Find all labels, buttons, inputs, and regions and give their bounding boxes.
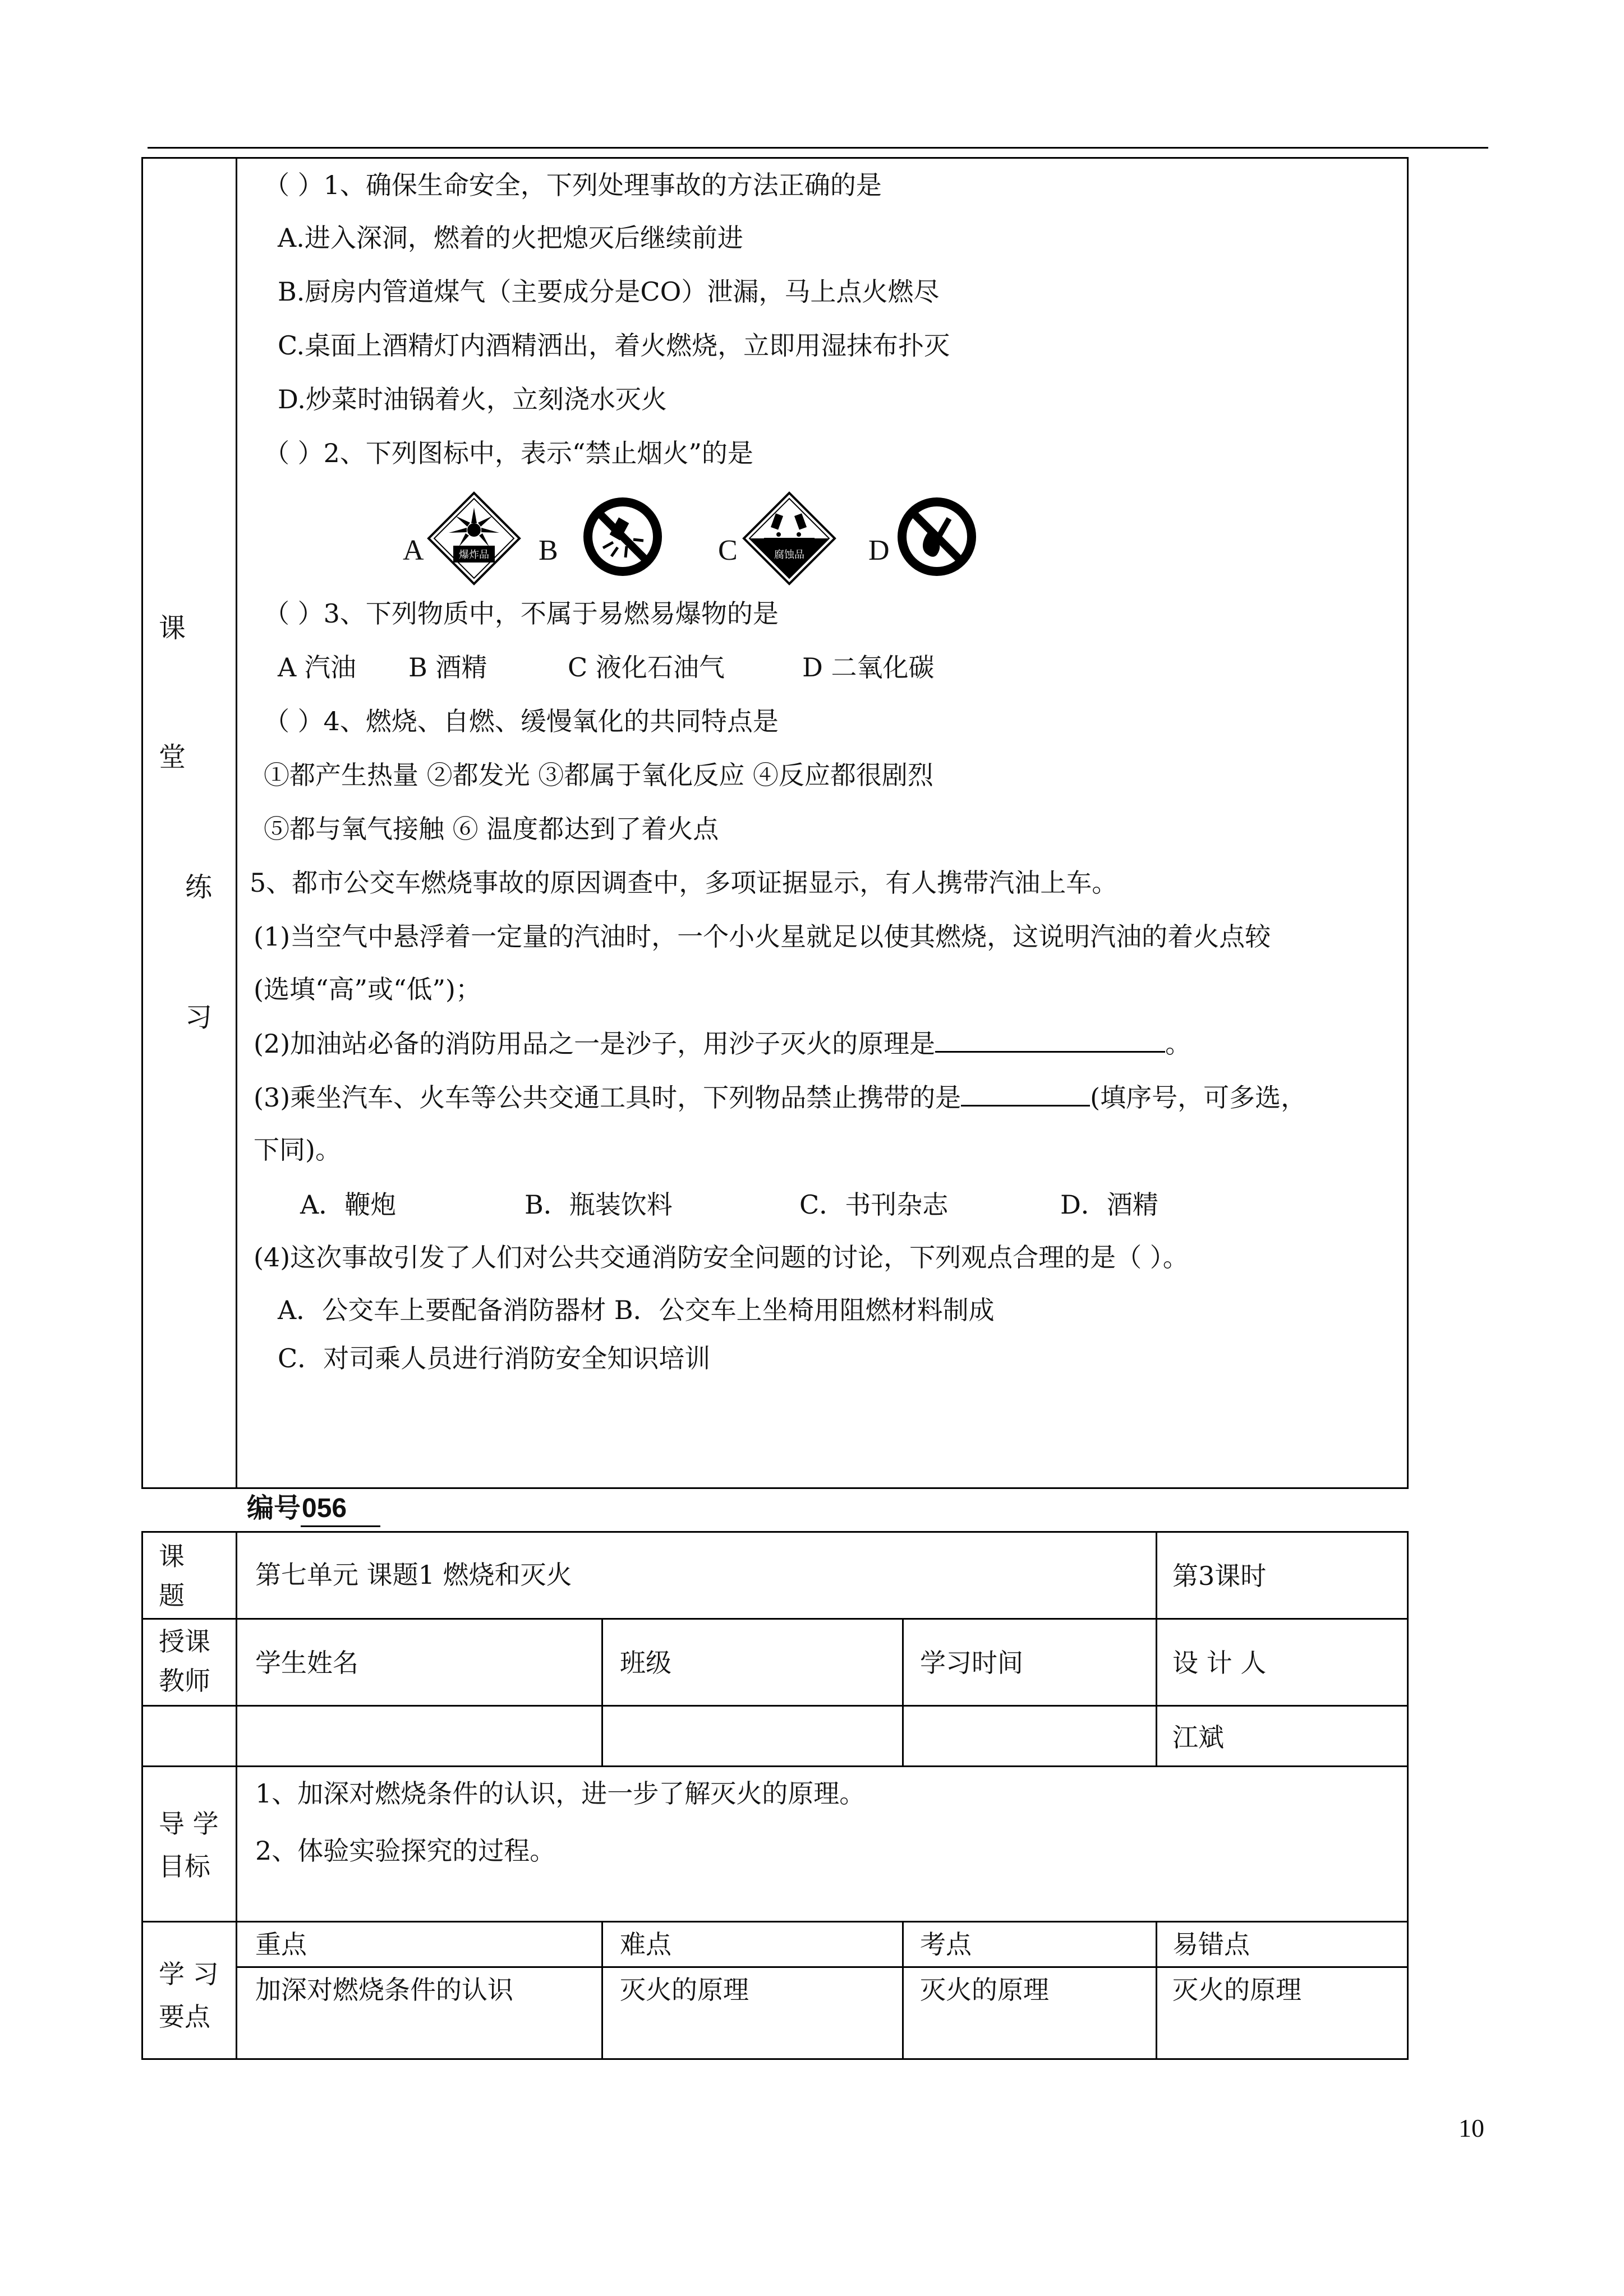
goal-1: 1、加深对燃烧条件的认识，进一步了解灭火的原理。 bbox=[255, 1778, 866, 1809]
explosive-sign-icon bbox=[426, 491, 522, 586]
explosive-sign-text: 爆炸品 bbox=[459, 549, 489, 561]
q2-letter-a: A bbox=[403, 534, 424, 566]
goals-label-2: 目标 bbox=[159, 1851, 210, 1882]
points-label-2: 要点 bbox=[159, 2002, 210, 2032]
teacher-label-1: 授课 bbox=[159, 1626, 210, 1657]
q5-part2 bbox=[254, 1026, 1191, 1061]
practice-side-label-2: 堂 bbox=[159, 741, 186, 773]
q5-part3-option-c: C．书刊杂志 bbox=[799, 1190, 949, 1220]
teacher-label-2: 教师 bbox=[159, 1666, 210, 1696]
topic-label-2: 题 bbox=[159, 1580, 185, 1611]
points-header-key: 重点 bbox=[255, 1929, 307, 1960]
q3-option-d: D 二氧化碳 bbox=[802, 652, 935, 683]
q4-features-line1: ①都产生热量 ②都发光 ③都属于氧化反应 ④反应都很剧烈 bbox=[264, 760, 933, 790]
points-value-difficult: 灭火的原理 bbox=[620, 1975, 749, 2005]
points-header-difficult: 难点 bbox=[620, 1929, 671, 1960]
q1-option-a: A.进入深洞，燃着的火把熄灭后继续前进 bbox=[278, 223, 743, 253]
points-value-error-prone: 灭火的原理 bbox=[1172, 1975, 1301, 2005]
points-value-exam: 灭火的原理 bbox=[920, 1975, 1049, 2005]
points-header-error-prone: 易错点 bbox=[1172, 1929, 1250, 1960]
no-fire-sign-icon bbox=[895, 495, 979, 579]
q5-part1-line1: (1)当空气中悬浮着一定量的汽油时，一个小火星就足以使其燃烧，这说明汽油的着火点较 bbox=[254, 921, 1271, 952]
q5-part2-end: 。 bbox=[1165, 1029, 1191, 1059]
practice-side-label-1: 课 bbox=[159, 612, 186, 644]
q1-option-c: C.桌面上酒精灯内酒精洒出，着火燃烧，立即用湿抹布扑灭 bbox=[278, 330, 950, 361]
lesson-topic: 第七单元 课题1 燃烧和灭火 bbox=[255, 1560, 572, 1590]
serial-label: 编号 bbox=[247, 1493, 301, 1523]
top-rule bbox=[148, 147, 1488, 149]
study-time-label: 学习时间 bbox=[920, 1648, 1023, 1678]
q1-option-d: D.炒菜时油锅着火，立刻浇水灭火 bbox=[278, 384, 667, 414]
q5-stem: 5、都市公交车燃烧事故的原因调查中，多项证据显示，有人携带汽油上车。 bbox=[250, 868, 1118, 898]
q5-part3-note: (填序号，可多选， bbox=[1090, 1082, 1307, 1113]
page-number: 10 bbox=[1459, 2114, 1484, 2142]
q5-part4: (4)这次事故引发了人们对公共交通消防安全问题的讨论，下列观点合理的是（ ）。 bbox=[254, 1242, 1189, 1273]
goal-2: 2、体验实验探究的过程。 bbox=[255, 1836, 556, 1866]
student-name-label: 学生姓名 bbox=[255, 1648, 358, 1678]
class-label: 班级 bbox=[620, 1648, 671, 1678]
q5-part2-answer-blank[interactable] bbox=[935, 1026, 1165, 1053]
q2-letter-c: C bbox=[718, 534, 738, 566]
designer-label: 设 计 人 bbox=[1172, 1648, 1267, 1678]
points-value-key: 加深对燃烧条件的认识 bbox=[255, 1975, 513, 2005]
q5-part3-option-b: B．瓶装饮料 bbox=[525, 1190, 673, 1220]
q5-part3-option-a: A．鞭炮 bbox=[300, 1190, 397, 1220]
q5-part4-options-ab: A．公交车上要配备消防器材 B．公交车上坐椅用阻燃材料制成 bbox=[278, 1295, 995, 1325]
q5-part3-option-d: D．酒精 bbox=[1060, 1190, 1158, 1220]
q5-part3-text: (3)乘坐汽车、火车等公共交通工具时，下列物品禁止携带的是 bbox=[254, 1082, 961, 1113]
q4-stem: （ ）4、燃烧、自燃、缓慢氧化的共同特点是 bbox=[264, 706, 779, 736]
topic-label-1: 课 bbox=[159, 1541, 185, 1571]
q3-option-b: B 酒精 bbox=[408, 652, 487, 683]
points-label-1: 学 习 bbox=[159, 1959, 219, 1989]
q3-stem: （ ）3、下列物质中，不属于易燃易爆物的是 bbox=[264, 598, 779, 629]
q2-letter-b: B bbox=[539, 534, 558, 566]
lesson-period: 第3课时 bbox=[1172, 1561, 1267, 1591]
corrosive-sign-text: 腐蚀品 bbox=[774, 549, 804, 561]
goals-label-1: 导 学 bbox=[159, 1809, 219, 1839]
q2-stem: （ ）2、下列图标中，表示“禁止烟火”的是 bbox=[264, 438, 753, 468]
q4-features-line2: ⑤都与氧气接触 ⑥ 温度都达到了着火点 bbox=[264, 814, 719, 844]
q1-stem: （ ）1、确保生命安全，下列处理事故的方法正确的是 bbox=[264, 170, 882, 200]
points-header-exam: 考点 bbox=[920, 1929, 972, 1960]
q5-part3-answer-blank[interactable] bbox=[961, 1080, 1090, 1106]
q2-letter-d: D bbox=[868, 534, 890, 566]
q3-option-c: C 液化石油气 bbox=[568, 652, 725, 683]
designer-name: 江斌 bbox=[1172, 1722, 1224, 1753]
serial-number bbox=[247, 1492, 380, 1527]
q5-part3 bbox=[254, 1080, 1306, 1114]
serial-value: 056 bbox=[301, 1492, 380, 1527]
no-fireworks-sign-icon bbox=[581, 495, 665, 579]
q5-part4-option-c: C．对司乘人员进行消防安全知识培训 bbox=[278, 1343, 711, 1373]
q3-option-a: A 汽油 bbox=[278, 652, 356, 683]
practice-side-label-4: 习 bbox=[185, 1002, 213, 1033]
q5-part1-line2: (选填“高”或“低”)； bbox=[254, 974, 481, 1004]
corrosive-sign-icon bbox=[742, 491, 837, 586]
practice-side-label-3: 练 bbox=[185, 872, 213, 903]
q5-part3-line2: 下同)。 bbox=[254, 1135, 341, 1165]
q1-option-b: B.厨房内管道煤气（主要成分是CO）泄漏，马上点火燃尽 bbox=[278, 276, 940, 307]
q5-part2-text: (2)加油站必备的消防用品之一是沙子，用沙子灭火的原理是 bbox=[254, 1029, 936, 1059]
